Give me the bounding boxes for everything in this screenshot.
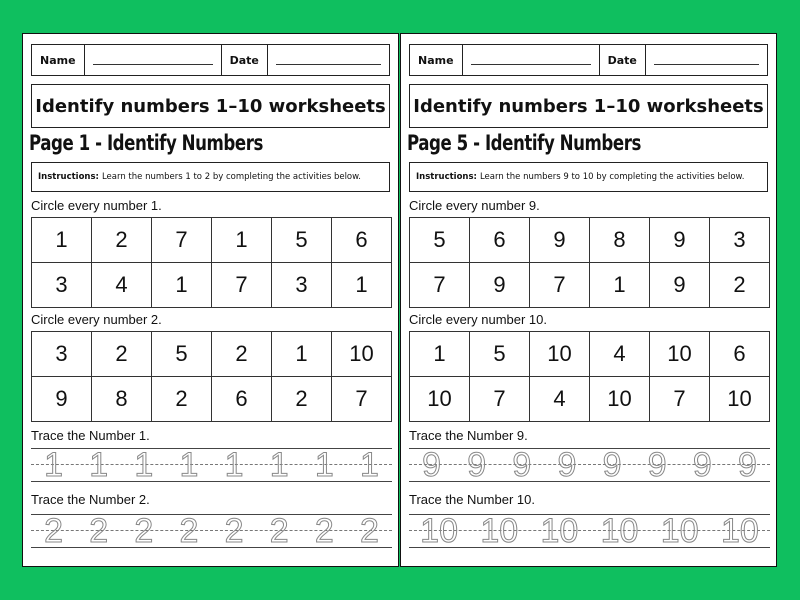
worksheet-page xyxy=(400,33,777,567)
number-cell[interactable]: 2 xyxy=(92,218,152,263)
trace-glyph: 1 xyxy=(89,446,109,484)
trace-row-2[interactable] xyxy=(31,514,392,548)
trace-glyph: 9 xyxy=(602,446,622,484)
grid-row xyxy=(410,332,770,377)
worksheet-title: Identify numbers 1–10 worksheets xyxy=(409,84,768,128)
instructions-text: Learn the numbers 1 to 2 by completing the activities below. xyxy=(101,172,362,182)
trace-row-2[interactable] xyxy=(409,514,770,548)
grid-row xyxy=(410,218,770,263)
trace-glyph: 9 xyxy=(557,446,577,484)
page-heading: Page 5 - Identify Numbers xyxy=(407,131,641,155)
trace-glyph: 2 xyxy=(89,512,109,550)
circle-grid-1 xyxy=(409,217,770,308)
instructions-bold: Instructions: xyxy=(38,172,99,182)
trace-row-1[interactable] xyxy=(31,448,392,482)
number-cell[interactable]: 7 xyxy=(530,263,590,308)
name-field[interactable] xyxy=(85,45,221,75)
number-cell[interactable]: 7 xyxy=(650,377,710,422)
number-cell[interactable]: 7 xyxy=(152,218,212,263)
trace-glyph: 2 xyxy=(359,512,379,550)
number-cell[interactable]: 6 xyxy=(710,332,770,377)
number-cell[interactable]: 1 xyxy=(332,263,392,308)
trace-glyph: 10 xyxy=(720,512,759,550)
number-cell[interactable]: 7 xyxy=(410,263,470,308)
grid-row xyxy=(32,377,392,422)
trace-glyph: 9 xyxy=(737,446,757,484)
number-cell[interactable]: 6 xyxy=(470,218,530,263)
trace-glyph: 2 xyxy=(179,512,199,550)
number-cell[interactable]: 10 xyxy=(530,332,590,377)
worksheet-page xyxy=(22,33,399,567)
number-cell[interactable]: 9 xyxy=(32,377,92,422)
number-cell[interactable]: 1 xyxy=(410,332,470,377)
trace-glyph: 9 xyxy=(512,446,532,484)
date-field[interactable] xyxy=(268,45,389,75)
trace-glyph: 2 xyxy=(314,512,334,550)
number-cell[interactable]: 2 xyxy=(272,377,332,422)
trace-glyph: 1 xyxy=(44,446,64,484)
number-cell[interactable]: 6 xyxy=(332,218,392,263)
trace-label-2: Trace the Number 2. xyxy=(31,492,150,507)
trace-glyph: 1 xyxy=(359,446,379,484)
grid-row xyxy=(32,263,392,308)
trace-glyph: 9 xyxy=(647,446,667,484)
number-cell[interactable]: 2 xyxy=(152,377,212,422)
trace-glyph: 2 xyxy=(134,512,154,550)
number-cell[interactable]: 3 xyxy=(32,332,92,377)
number-cell[interactable]: 1 xyxy=(212,218,272,263)
number-cell[interactable]: 10 xyxy=(590,377,650,422)
number-cell[interactable]: 2 xyxy=(710,263,770,308)
trace-glyph: 9 xyxy=(467,446,487,484)
number-cell[interactable]: 3 xyxy=(710,218,770,263)
number-cell[interactable]: 8 xyxy=(92,377,152,422)
trace-glyph: 1 xyxy=(224,446,244,484)
grid-row xyxy=(32,332,392,377)
date-label: Date xyxy=(599,45,646,75)
trace-glyph: 10 xyxy=(420,512,458,550)
circle-grid-1 xyxy=(31,217,392,308)
number-cell[interactable]: 1 xyxy=(32,218,92,263)
number-cell[interactable]: 10 xyxy=(410,377,470,422)
number-cell[interactable]: 7 xyxy=(212,263,272,308)
instructions-box xyxy=(409,162,768,192)
circle-grid-2 xyxy=(31,331,392,422)
number-cell[interactable]: 10 xyxy=(332,332,392,377)
trace-glyph: 2 xyxy=(44,512,64,550)
number-cell[interactable]: 2 xyxy=(212,332,272,377)
number-cell[interactable]: 9 xyxy=(530,218,590,263)
trace-glyph: 1 xyxy=(269,446,289,484)
number-cell[interactable]: 9 xyxy=(650,263,710,308)
trace-glyph: 1 xyxy=(179,446,199,484)
number-cell[interactable]: 1 xyxy=(590,263,650,308)
trace-glyph: 10 xyxy=(600,512,639,550)
grid-row xyxy=(410,263,770,308)
name-label: Name xyxy=(410,45,463,75)
number-cell[interactable]: 10 xyxy=(650,332,710,377)
name-date-box xyxy=(409,44,768,76)
number-cell[interactable]: 7 xyxy=(332,377,392,422)
number-cell[interactable]: 10 xyxy=(710,377,770,422)
number-cell[interactable]: 7 xyxy=(470,377,530,422)
trace-label-1: Trace the Number 9. xyxy=(409,428,528,443)
number-cell[interactable]: 1 xyxy=(272,332,332,377)
number-cell[interactable]: 5 xyxy=(272,218,332,263)
date-field[interactable] xyxy=(646,45,767,75)
number-cell[interactable]: 5 xyxy=(152,332,212,377)
number-cell[interactable]: 4 xyxy=(590,332,650,377)
trace-label-1: Trace the Number 1. xyxy=(31,428,150,443)
number-cell[interactable]: 6 xyxy=(212,377,272,422)
circle-label-1: Circle every number 1. xyxy=(31,198,162,213)
name-label: Name xyxy=(32,45,85,75)
number-cell[interactable]: 8 xyxy=(590,218,650,263)
trace-glyph: 9 xyxy=(692,446,712,484)
instructions-bold: Instructions: xyxy=(416,172,477,182)
name-date-box xyxy=(31,44,390,76)
name-field[interactable] xyxy=(463,45,599,75)
circle-label-2: Circle every number 10. xyxy=(409,312,547,327)
number-cell[interactable]: 5 xyxy=(410,218,470,263)
date-label: Date xyxy=(221,45,268,75)
number-cell[interactable]: 4 xyxy=(92,263,152,308)
grid-row xyxy=(32,218,392,263)
trace-glyph: 10 xyxy=(480,512,519,550)
page-heading: Page 1 - Identify Numbers xyxy=(29,131,263,155)
number-cell[interactable]: 3 xyxy=(32,263,92,308)
trace-glyph: 2 xyxy=(269,512,289,550)
number-cell[interactable]: 5 xyxy=(470,332,530,377)
trace-glyph: 1 xyxy=(314,446,334,484)
trace-row-1[interactable] xyxy=(409,448,770,482)
circle-label-1: Circle every number 9. xyxy=(409,198,540,213)
number-cell[interactable]: 9 xyxy=(650,218,710,263)
trace-label-2: Trace the Number 10. xyxy=(409,492,535,507)
circle-grid-2 xyxy=(409,331,770,422)
grid-row xyxy=(410,377,770,422)
trace-glyph: 9 xyxy=(422,446,442,484)
number-cell[interactable]: 2 xyxy=(92,332,152,377)
worksheet-title: Identify numbers 1–10 worksheets xyxy=(31,84,390,128)
trace-glyph: 10 xyxy=(660,512,699,550)
instructions-text: Learn the numbers 9 to 10 by completing the activities below. xyxy=(479,172,745,182)
number-cell[interactable]: 9 xyxy=(470,263,530,308)
trace-glyph: 2 xyxy=(224,512,244,550)
trace-glyph: 10 xyxy=(540,512,579,550)
number-cell[interactable]: 3 xyxy=(272,263,332,308)
instructions-box xyxy=(31,162,390,192)
circle-label-2: Circle every number 2. xyxy=(31,312,162,327)
number-cell[interactable]: 1 xyxy=(152,263,212,308)
number-cell[interactable]: 4 xyxy=(530,377,590,422)
trace-glyph: 1 xyxy=(134,446,154,484)
